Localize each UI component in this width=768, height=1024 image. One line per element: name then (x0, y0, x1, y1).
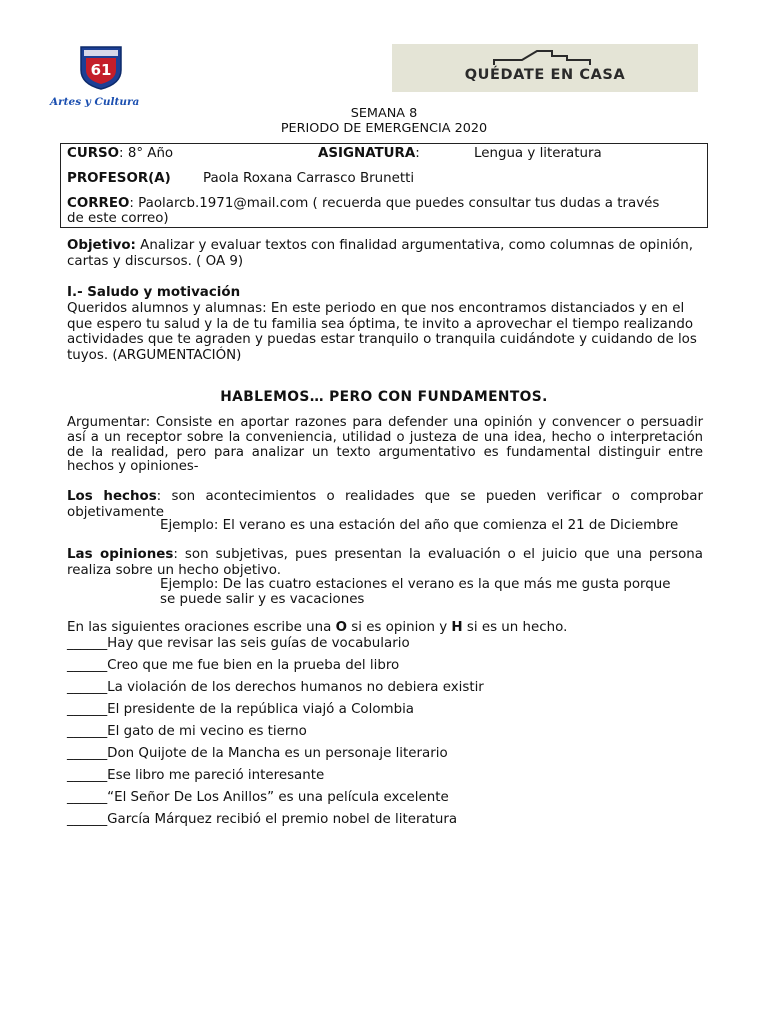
instructions-part-b: si es opinion y (346, 620, 452, 635)
sentence-text: El gato de mi vecino es tierno (107, 724, 307, 739)
asignatura-label: ASIGNATURA (318, 146, 416, 161)
curso-label: CURSO (67, 146, 120, 161)
instructions-part-c: si es un hecho. (462, 620, 568, 635)
sentence-text: Don Quijote de la Mancha es un personaje literario (107, 746, 448, 761)
hechos-example: Ejemplo: El verano es una estación del año que comienza el 21 de Diciembre (160, 518, 679, 533)
objective-label: Objetivo: (67, 238, 136, 253)
saludo-paragraph: Queridos alumnos y alumnas: En este periodo en que nos encontramos distanciados y en el que espero tu salud y la de tu familia sea óptima, te invito a aprovechar el tiempo realizando actividades que te agraden y puedas estar tranquilo o tranquila cuidándote y cuidando de los tuyos. (ARGUMENTACIÓN) (67, 301, 697, 363)
school-logo (78, 44, 124, 90)
exercise-item[interactable] (67, 768, 324, 783)
period-heading: PERIODO DE EMERGENCIA 2020 (280, 121, 488, 136)
answer-blank[interactable]: ______ (67, 812, 108, 827)
exercise-item[interactable] (67, 702, 414, 717)
exercise-item[interactable] (67, 680, 484, 695)
profesor-label: PROFESOR(A) (67, 171, 171, 186)
sentence-text: García Márquez recibió el premio nobel de literatura (107, 812, 458, 827)
hechos-paragraph (67, 489, 703, 520)
exercise-item[interactable] (67, 746, 448, 761)
answer-blank[interactable]: ______ (67, 702, 108, 717)
correo-label: CORREO (67, 196, 130, 211)
opinion-letter: O (335, 620, 347, 635)
logo-caption: Artes y Cultura (50, 96, 140, 108)
instructions-part-a: En las siguientes oraciones escribe una (67, 620, 336, 635)
exercise-item[interactable] (67, 658, 399, 673)
house-roof-icon (492, 48, 592, 66)
opiniones-example-line2: se puede salir y es vacaciones (160, 592, 365, 607)
hechos-label: Los hechos (67, 489, 157, 504)
answer-blank[interactable]: ______ (67, 636, 108, 651)
opiniones-label: Las opiniones (67, 547, 174, 562)
curso-value: : 8° Año (119, 146, 174, 161)
asignatura-label-row (318, 146, 420, 161)
correo-continuation: de este correo) (67, 211, 169, 226)
exercise-item[interactable] (67, 724, 307, 739)
answer-blank[interactable]: ______ (67, 658, 108, 673)
opiniones-paragraph (67, 547, 703, 578)
exercise-item[interactable] (67, 636, 410, 651)
opiniones-example-line1: Ejemplo: De las cuatro estaciones el verano es la que más me gusta porque (160, 577, 671, 592)
answer-blank[interactable]: ______ (67, 680, 108, 695)
answer-blank[interactable]: ______ (67, 790, 108, 805)
fact-letter: H (451, 620, 463, 635)
correo-value: : Paolarcb.1971@mail.com ( recuerda que puedes consultar tus dudas a través (129, 196, 660, 211)
week-heading: SEMANA 8 (350, 106, 418, 121)
argumentar-paragraph: Argumentar: Consiste en aportar razones para defender una opinión y convencer o persuadir así a un receptor sobre la conveniencia, utilidad o justeza de una idea, hecho o interpretación de la realidad, pero para analizar un texto argumentativo es fundamental distinguir entre hechos y opiniones- (67, 415, 703, 475)
objective-text: Analizar y evaluar textos con finalidad argumentativa, como columnas de opinión, cartas y discursos. ( OA 9) (67, 238, 694, 269)
sentence-text: “El Señor De Los Anillos” es una película excelente (107, 790, 449, 805)
correo-row (67, 196, 659, 211)
exercise-item[interactable] (67, 812, 457, 827)
svg-text:61: 61 (90, 61, 112, 79)
sentence-text: Hay que revisar las seis guías de vocabulario (107, 636, 410, 651)
opiniones-text: : son subjetivas, pues presentan la evaluación o el juicio que una persona realiza sobre un hecho objetivo. (67, 547, 703, 578)
main-title: HABLEMOS… PERO CON FUNDAMENTOS. (220, 389, 548, 405)
section-title-saludo: I.- Saludo y motivación (67, 285, 241, 300)
asignatura-value: Lengua y literatura (474, 146, 602, 161)
sentence-text: Creo que me fue bien en la prueba del libro (107, 658, 400, 673)
sentence-text: La violación de los derechos humanos no debiera existir (107, 680, 484, 695)
objective-paragraph (67, 238, 703, 269)
stay-home-banner (392, 44, 698, 92)
answer-blank[interactable]: ______ (67, 746, 108, 761)
sentence-text: Ese libro me pareció interesante (107, 768, 325, 783)
asignatura-colon: : (415, 146, 420, 161)
exercise-item[interactable] (67, 790, 449, 805)
banner-title: QUÉDATE EN CASA (464, 67, 626, 83)
sentence-text: El presidente de la república viajó a Colombia (107, 702, 415, 717)
profesor-row (67, 171, 171, 186)
answer-blank[interactable]: ______ (67, 768, 108, 783)
answer-blank[interactable]: ______ (67, 724, 108, 739)
exercise-instructions (67, 620, 567, 635)
curso-row (67, 146, 173, 161)
profesor-value: Paola Roxana Carrasco Brunetti (203, 171, 415, 186)
hechos-text: : son acontecimientos o realidades que se pueden verificar o comprobar objetivamente (67, 489, 703, 520)
